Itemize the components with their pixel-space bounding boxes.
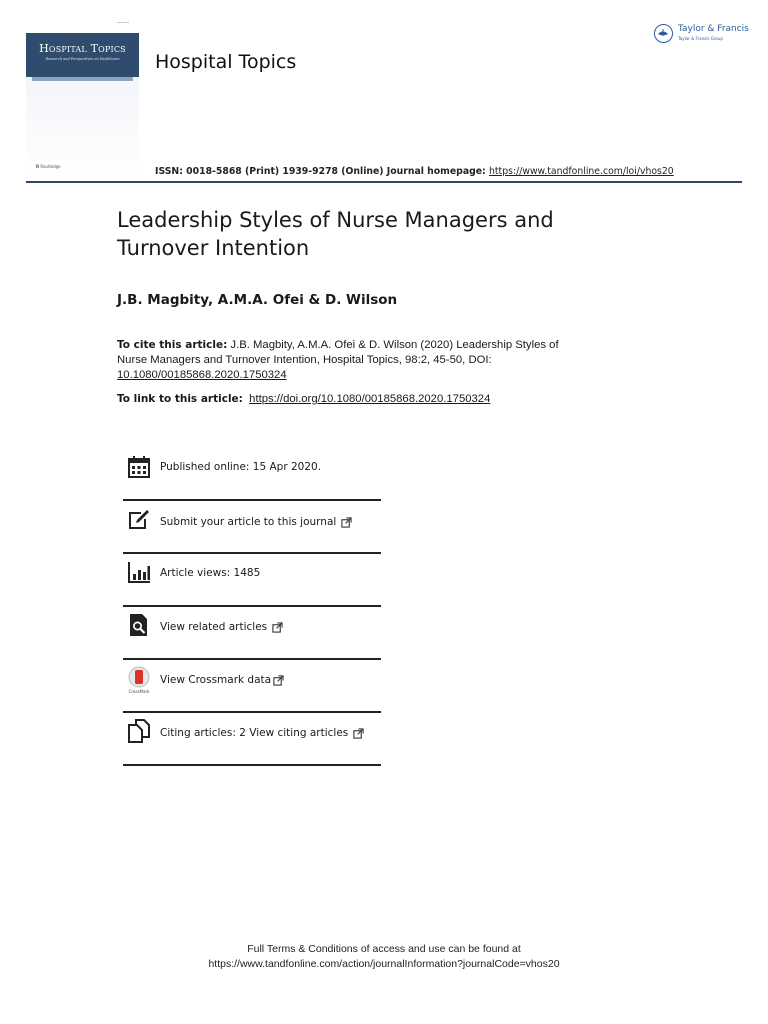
article-link-line [117, 393, 490, 405]
cite-doi-link[interactable]: 10.1080/00185868.2020.1750324 [117, 369, 287, 381]
doi-link[interactable]: https://doi.org/10.1080/00185868.2020.1750324 [249, 393, 491, 405]
citation-block [117, 338, 587, 383]
info-divider [123, 764, 381, 766]
journal-name: Hospital Topics [155, 51, 297, 73]
cover-rule [32, 77, 133, 81]
journal-homepage-link[interactable]: https://www.tandfonline.com/loi/vhos20 [489, 166, 674, 177]
article-title: Leadership Styles of Nurse Managers and Turnover Intention [117, 208, 554, 260]
cover-title-band [26, 33, 139, 77]
issn-line [155, 166, 674, 177]
external-link-icon [341, 517, 352, 528]
citing-articles-link[interactable]: Citing articles: 2 View citing articles [160, 727, 364, 739]
edit-icon [127, 508, 151, 532]
cover-subtitle: Research and Perspectives on Healthcare [45, 57, 120, 61]
crossmark-row[interactable] [123, 666, 381, 698]
terms-footer-url[interactable]: https://www.tandfonline.com/action/journalInformation?journalCode=vhos20 [208, 958, 560, 970]
external-link-icon [272, 622, 283, 633]
info-divider [123, 658, 381, 660]
crossmark-icon [127, 666, 151, 694]
crossmark-link[interactable]: View Crossmark data [160, 674, 284, 686]
info-divider [123, 605, 381, 607]
external-link-icon [353, 728, 364, 739]
published-online-text: Published online: 15 Apr 2020. [160, 461, 322, 473]
terms-footer-line: Full Terms & Conditions of access and use can be found at [247, 943, 521, 955]
cover-title: Hospital Topics [39, 42, 126, 55]
cite-label: To cite this article: [117, 339, 228, 351]
published-online-row [123, 455, 381, 485]
external-link-icon [273, 675, 284, 686]
submit-article-row[interactable] [123, 508, 381, 538]
article-authors: J.B. Magbity, A.M.A. Ofei & D. Wilson [117, 292, 398, 308]
journal-cover-thumbnail [26, 33, 139, 180]
cite-text: J.B. Magbity, A.M.A. Ofei & D. Wilson (2020) Leadership Styles of Nurse Managers and Turnover Intention, Hospital Topics, 98:2, 45-50, DOI: [117, 339, 559, 366]
citing-documents-icon [127, 719, 151, 743]
related-articles-link[interactable]: View related articles [160, 621, 283, 633]
terms-footer [0, 942, 768, 972]
tf-logo-tagline: Taylor & Francis Group [678, 36, 723, 41]
article-views-row [123, 560, 381, 590]
search-document-icon [127, 613, 151, 637]
tf-logo-icon [654, 24, 673, 43]
info-divider [123, 711, 381, 713]
info-divider [123, 499, 381, 501]
issn-text: ISSN: 0018-5868 (Print) 1939-9278 (Online) Journal homepage: [155, 166, 490, 177]
article-views-text: Article views: 1485 [160, 567, 261, 579]
citing-articles-row[interactable] [123, 719, 381, 749]
cover-publisher: R Routledge [36, 164, 61, 169]
tf-logo-name: Taylor & Francis [678, 24, 749, 34]
header-rule [26, 181, 742, 183]
info-divider [123, 552, 381, 554]
related-articles-row[interactable] [123, 613, 381, 643]
submit-article-link[interactable]: Submit your article to this journal [160, 516, 352, 528]
bar-chart-icon [127, 560, 151, 584]
calendar-icon [127, 455, 151, 479]
svg-text:CrossMark: CrossMark [128, 689, 150, 694]
link-label: To link to this article: [117, 393, 243, 405]
top-tick-mark [117, 22, 129, 23]
